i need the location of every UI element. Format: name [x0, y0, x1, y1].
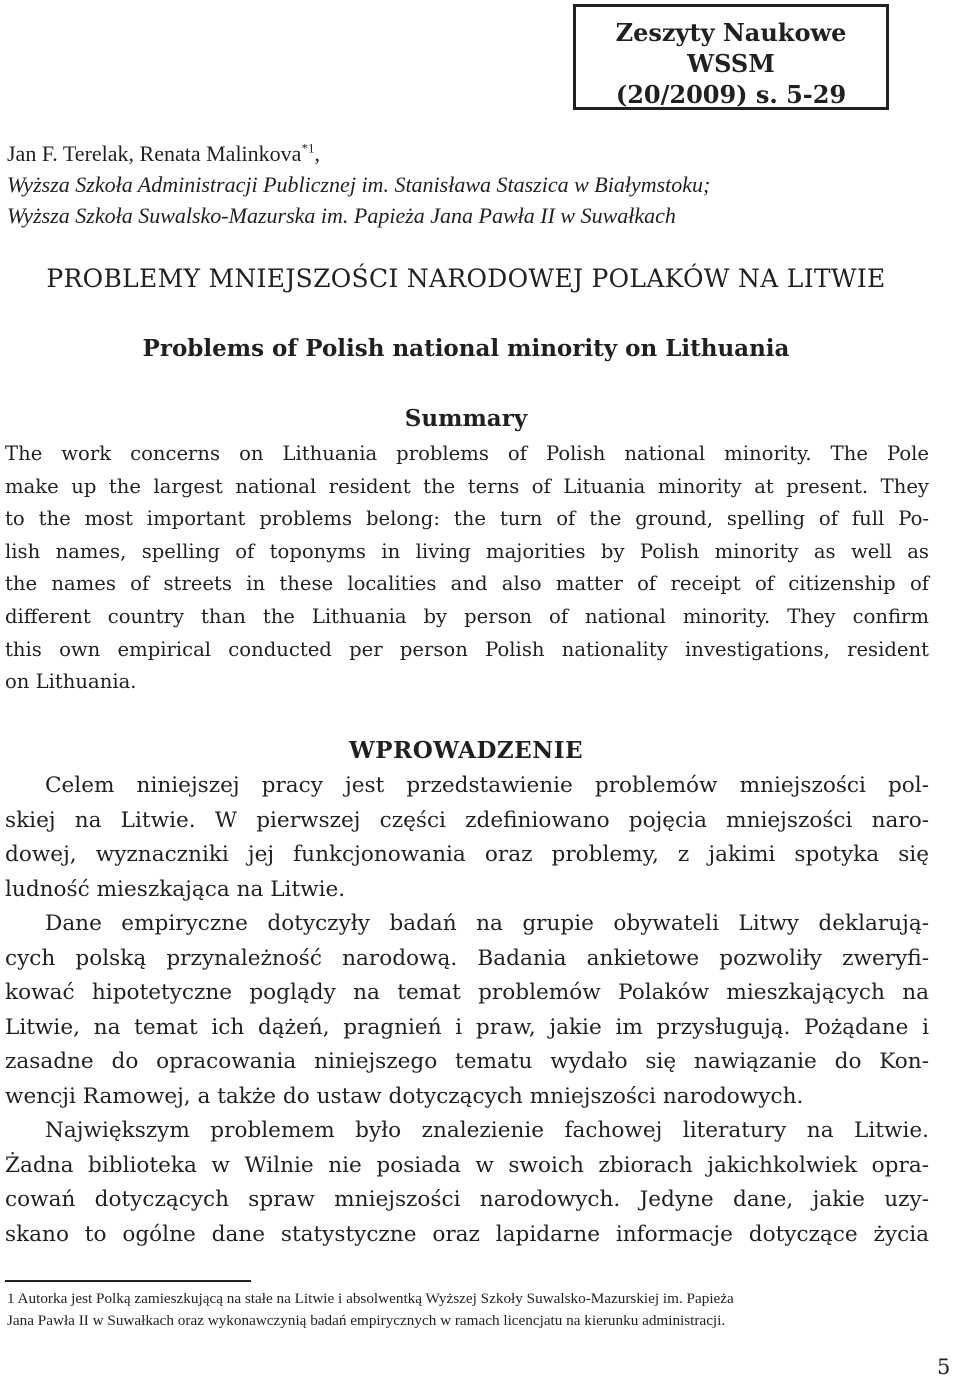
summary-heading: Summary — [404, 405, 528, 432]
summary-line: make up the largest national resident the terns of Lituania minority at present. They — [5, 474, 929, 498]
intro-line: Żadna biblioteka w Wilnie nie posiada w swoich zbiorach jakichkolwiek opra- — [5, 1152, 929, 1178]
intro-line: cowań dotyczących spraw mniejszości narodowych. Jedyne dane, jakie uzy- — [5, 1187, 929, 1212]
paper-title-english: Problems of Polish national minority on Lithuania — [142, 335, 790, 362]
intro-line: dowej, wyznaczniki jej funkcjonowania oraz problemy, z jakimi spotyka się — [5, 842, 929, 867]
intro-line: ludność mieszkająca na Litwie. — [5, 876, 346, 902]
summary-line: different country than the Lithuania by person of national minority. They confirm — [5, 604, 929, 628]
introduction-heading: WPROWADZENIE — [348, 737, 584, 764]
summary-line: lish names, spelling of toponyms in living majorities by Polish minority as well as — [5, 539, 929, 563]
summary-line: on Lithuania. — [5, 670, 137, 694]
intro-line: kować hipotetyczne poglądy na temat problemów Polaków mieszkających na — [5, 980, 929, 1005]
intro-line: zasadne do opracowania niniejszego tematu wydało się nawiązanie do Kon- — [5, 1049, 929, 1074]
summary-paragraph — [5, 438, 929, 699]
introduction-body — [5, 769, 929, 1252]
footnote — [7, 1288, 927, 1332]
intro-line: Największym problemem było znalezienie fachowej literatury na Litwie. — [45, 1118, 929, 1143]
affiliation-1: Wyższa Szkoła Administracji Publicznej im. Stanisława Staszica w Białymstoku; — [7, 172, 711, 197]
author-block — [7, 138, 907, 231]
page-number: 5 — [937, 1355, 951, 1379]
intro-line: Celem niniejszej pracy jest przedstawienie problemów mniejszości pol- — [45, 773, 929, 798]
summary-line: this own empirical conducted per person Polish nationality investigations, resident — [5, 637, 929, 661]
summary-line: to the most important problems belong: the turn of the ground, spelling of full Po- — [5, 507, 929, 531]
footnote-divider — [5, 1280, 251, 1282]
intro-line: Dane empiryczne dotyczyły badań na grupie obywateli Litwy deklarują- — [45, 911, 929, 936]
journal-issue: (20/2009) s. 5-29 — [615, 80, 847, 109]
summary-line: The work concerns on Lithuania problems of Polish national minority. The Pole — [5, 442, 929, 465]
author-names: Jan F. Terelak, Renata Malinkova$^{*1}$, — [7, 140, 320, 166]
summary-line: the names of streets in these localities and also matter of receipt of citizenship of — [5, 572, 929, 596]
journal-name: Zeszyty Naukowe — [615, 18, 847, 47]
footnote-line: 1 Autorka jest Polką zamieszkującą na stałe na Litwie i absolwentką Wyższej Szkoły Suwalsko-Mazurskiej im. Papieża — [7, 1290, 734, 1307]
journal-info-box — [573, 4, 889, 110]
intro-line: skano to ogólne dane statystyczne oraz lapidarne informacje dotyczące życia — [5, 1221, 929, 1247]
intro-line: cych polską przynależność narodową. Badania ankietowe pozwoliły zweryfi- — [5, 945, 929, 971]
paper-title-polish: PROBLEMY MNIEJSZOŚCI NARODOWEJ POLAKÓW NA LITWIE — [46, 264, 886, 293]
footnote-line: Jana Pawła II w Suwałkach oraz wykonawczynią badań empirycznych w ramach licencjatu na kierunku administracji. — [7, 1312, 726, 1329]
intro-line: Litwie, na temat ich dążeń, pragnień i praw, jakie im przysługują. Pożądane i — [5, 1014, 929, 1040]
journal-abbrev: WSSM — [687, 49, 775, 78]
affiliation-2: Wyższa Szkoła Suwalsko-Mazurska im. Papieża Jana Pawła II w Suwałkach — [7, 203, 676, 228]
intro-line: wencji Ramowej, a także do ustaw dotyczących mniejszości narodowych. — [5, 1083, 804, 1109]
intro-line: skiej na Litwie. W pierwszej części zdefiniowano pojęcia mniejszości naro- — [5, 807, 929, 833]
footnote-marker: *1 — [301, 140, 315, 156]
